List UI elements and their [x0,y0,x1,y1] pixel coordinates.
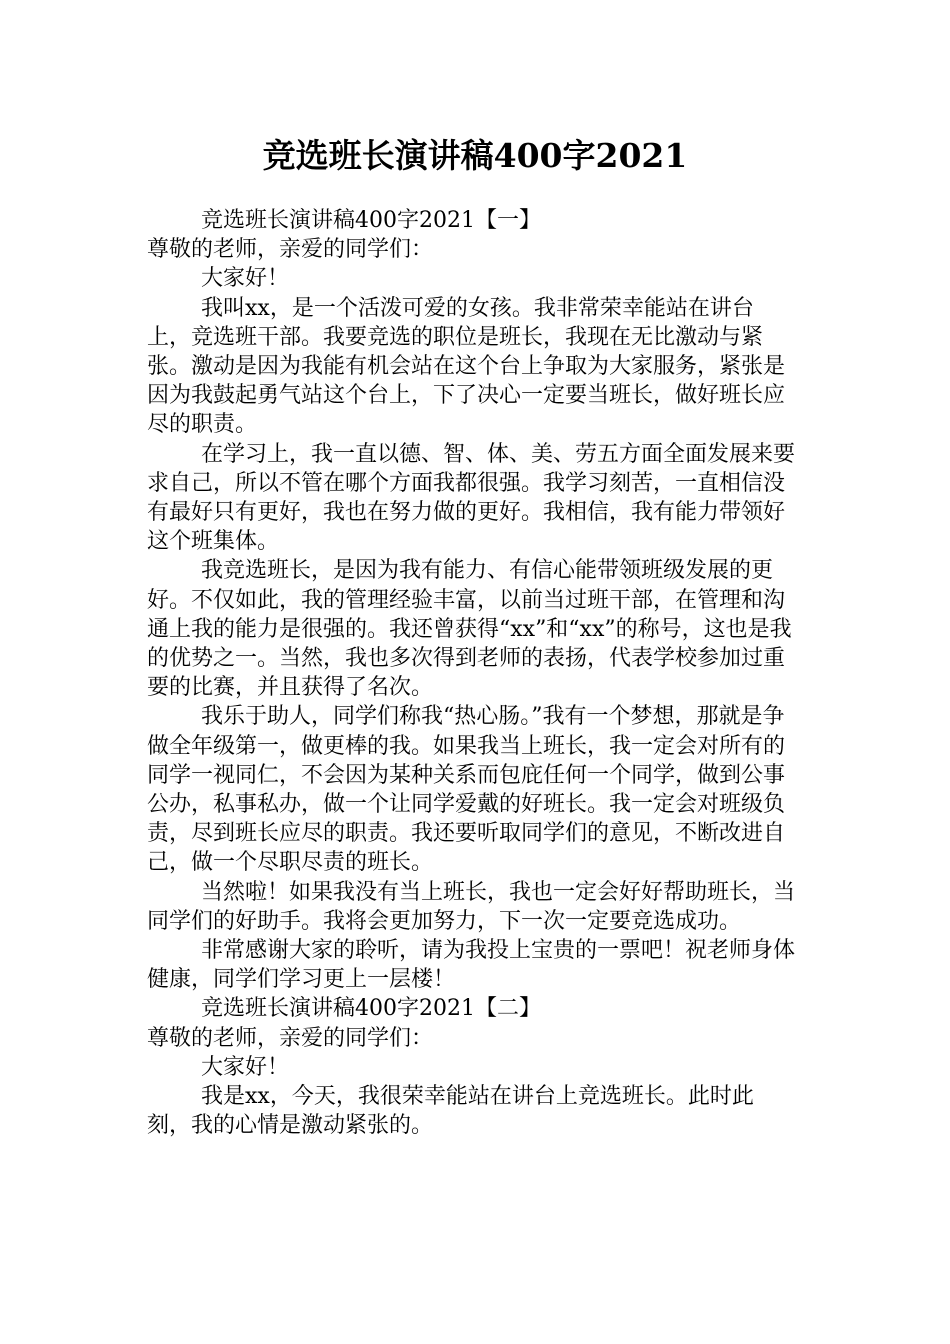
paragraph: 当然啦！如果我没有当上班长，我也一定会好好帮助班长，当同学们的好助手。我将会更加努力，下一次一定要竞选成功。 [147,879,796,934]
greeting: 大家好！ [201,266,290,292]
paragraph: 我是xx，今天，我很荣幸能站在讲台上竞选班长。此时此刻，我的心情是激动紧张的。 [147,1084,754,1139]
paragraph: 非常感谢大家的聆听，请为我投上宝贵的一票吧！祝老师身体健康，同学们学习更上一层楼！ [147,938,796,993]
paragraph: 我叫xx，是一个活泼可爱的女孩。我非常荣幸能站在讲台上，竞选班干部。我要竞选的职位是班长，我现在无比激动与紧张。激动是因为我能有机会站在这个台上争取为大家服务，紧张是因为我鼓起勇气站这个台上，下了决心一定要当班长，做好班长应尽的职责。 [147,295,786,438]
section-heading-1: 竞选班长演讲稿400字2021【一】 [201,208,541,233]
document-body [147,206,795,1141]
paragraph: 我竞选班长，是因为我有能力、有信心能带领班级发展的更好。不仅如此，我的管理经验丰富，以前当过班干部，在管理和沟通上我的能力是很强的。我还曾获得“xx”和“xx”的称号，这也是我的优势之一。当然，我也多次得到老师的表扬，代表学校参加过重要的比赛，并且获得了名次。 [147,558,792,701]
salutation: 尊敬的老师，亲爱的同学们： [147,1025,434,1051]
salutation: 尊敬的老师，亲爱的同学们： [147,237,434,263]
paragraph: 在学习上，我一直以德、智、体、美、劳五方面全面发展来要求自己，所以不管在哪个方面我都很强。我学习刻苦，一直相信没有最好只有更好，我也在努力做的更好。我相信，我有能力带领好这个班集体。 [147,441,796,555]
section-heading-2: 竞选班长演讲稿400字2021【二】 [201,996,541,1022]
document-title: 竞选班长演讲稿400字2021 [262,136,688,175]
paragraph: 我乐于助人，同学们称我“热心肠。”我有一个梦想，那就是争做全年级第一，做更棒的我。如果我当上班长，我一定会对所有的同学一视同仁，不会因为某种关系而包庇任何一个同学，做到公事公办，私事私办，做一个让同学爱戴的好班长。我一定会对班级负责，尽到班长应尽的职责。我还要听取同学们的意见，不断改进自己，做一个尽职尽责的班长。 [147,704,786,876]
greeting: 大家好！ [201,1054,290,1080]
